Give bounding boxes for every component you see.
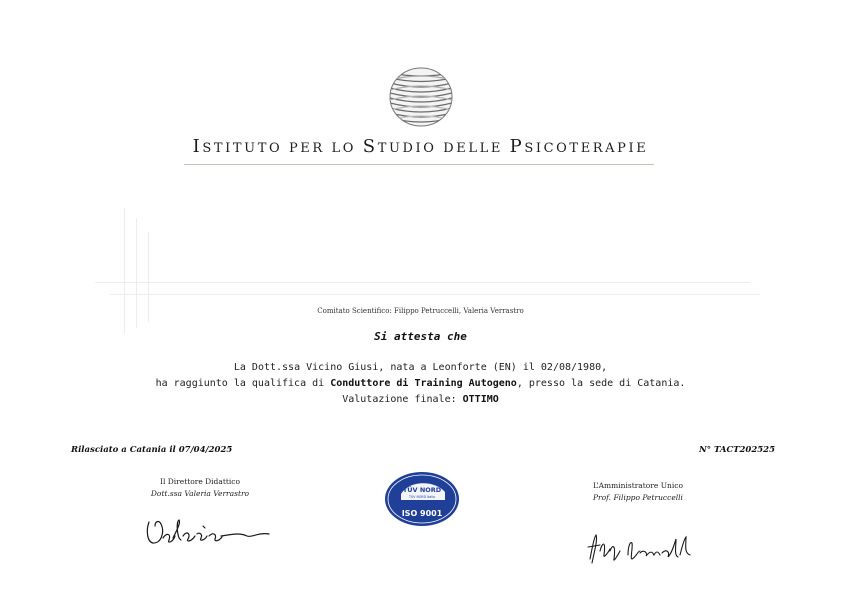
issue-place-date: Rilasciato a Catania il 07/04/2025: [71, 445, 233, 455]
attestation-heading: Si attesta che: [374, 330, 467, 343]
administrator-role: L’Amministratore Unico: [593, 481, 683, 490]
badge-sub: TÜV NORD Italia: [409, 495, 435, 499]
certificate-body: [0, 360, 841, 408]
badge-brand: TÜV NORD: [402, 486, 442, 494]
director-role: Il Direttore Didattico: [160, 477, 240, 486]
badge-standard: ISO 9001: [401, 509, 443, 518]
director-signature-icon: [143, 512, 273, 552]
administrator-signature-icon: [586, 529, 696, 567]
tuv-iso-badge-icon: [383, 470, 461, 528]
director-name: Dott.ssa Valeria Verrastro: [150, 489, 250, 498]
body-line-3: Valutazione finale: OTTIMO: [342, 394, 499, 405]
final-grade: OTTIMO: [462, 394, 499, 405]
qualification: Conduttore di Training Autogeno: [330, 378, 517, 389]
globe-logo-icon: [388, 66, 454, 128]
body-line-2: ha raggiunto la qualifica di Conduttore di Training Autogeno, presso la sede di Catania.: [155, 378, 686, 389]
body-line-1: La Dott.ssa Vicino Giusi, nata a Leonforte (EN) il 02/08/1980,: [233, 362, 608, 373]
title-divider: [184, 164, 654, 165]
scientific-committee: Comitato Scientifico: Filippo Petruccelli, Valeria Verrastro: [317, 307, 524, 315]
decor-line: [110, 294, 760, 295]
administrator-block: [568, 481, 708, 502]
institute-title: ISTITUTO PER LO STUDIO DELLE PSICOTERAPIE: [192, 136, 649, 157]
decor-line: [95, 282, 750, 283]
director-block: [130, 477, 270, 498]
administrator-name: Prof. Filippo Petruccelli: [593, 493, 683, 502]
certificate-number: N° TACT202525: [698, 445, 775, 455]
